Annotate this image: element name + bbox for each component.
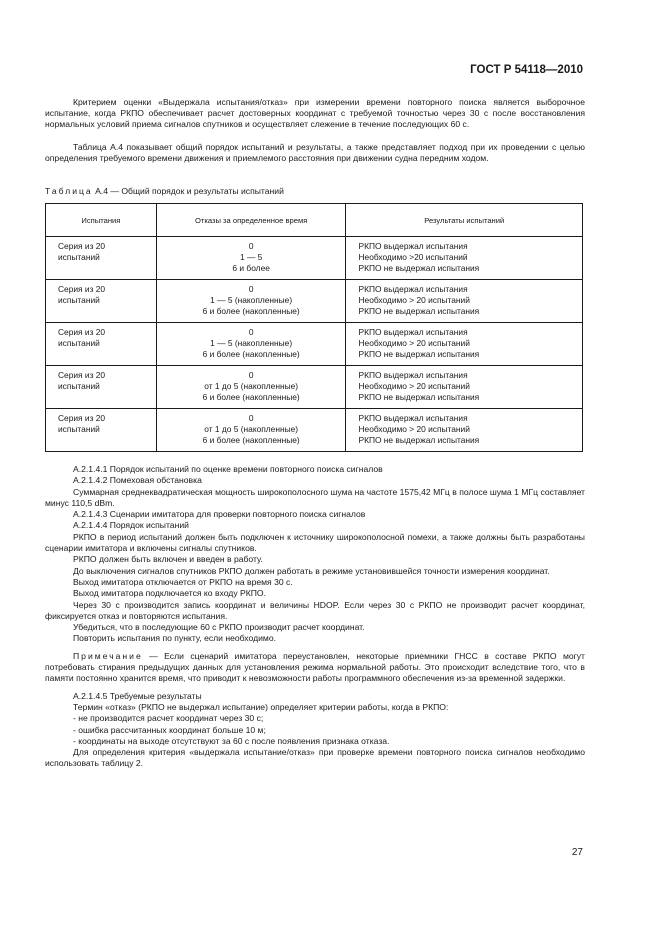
cell-line: Необходимо > 20 испытаний (358, 424, 470, 434)
cell-line: РКПО не выдержал испытания (358, 263, 480, 273)
cell-line: РКПО выдержал испытания (358, 413, 468, 423)
table-cell-results (346, 280, 583, 323)
cell-line: испытаний (58, 252, 100, 262)
cell-line: 0 (248, 370, 254, 380)
cell-line: Необходимо > 20 испытаний (358, 381, 470, 391)
paragraph: Выход имитатора подключается ко входу РКПО. (73, 588, 266, 599)
cell-line: Необходимо > 20 испытаний (358, 295, 470, 305)
table-cell-test (46, 409, 157, 452)
cell-line: 1 — 5 (накопленные) (210, 338, 293, 348)
paragraph: РКПО в период испытаний должен быть подключен к источнику широкополосной помехи, а также должны быть разработаны сценарии имитатора и включены сигналы спутников. (45, 531, 585, 554)
table-cell-results (346, 409, 583, 452)
section-title: А.2.1.4.3 Сценарии имитатора для проверки повторного поиска сигналов (73, 509, 366, 520)
col-header-tests: Испытания (46, 204, 157, 237)
cell-line: 6 и более (накопленные) (202, 306, 300, 316)
cell-line: Серия из 20 (58, 370, 106, 380)
table-caption (45, 186, 284, 196)
section-title: А.2.1.4.4 Порядок испытаний (73, 520, 189, 531)
table-cell-test (46, 366, 157, 409)
paragraph: Через 30 с производится запись координат и величины HDOP. Если через 30 с РКПО не производит расчет координат, фиксируется отказ и повторяются испытания. (45, 599, 585, 621)
table-row (46, 237, 583, 280)
table-row (46, 366, 583, 409)
cell-line: 1 — 5 (239, 252, 263, 262)
note (45, 651, 585, 685)
section-title: А.2.1.4.2 Помеховая обстановка (73, 475, 202, 486)
cell-line: Необходимо >20 испытаний (358, 252, 468, 262)
table-row (46, 409, 583, 452)
list-item: - не производится расчет координат через 30 с; (73, 713, 264, 724)
cell-line: 0 (248, 327, 254, 337)
table-cell-results (346, 237, 583, 280)
cell-line: Необходимо > 20 испытаний (358, 338, 470, 348)
paragraph: Для определения критерия «выдержала испытание/отказ» при проверке времени повторного поиска сигналов необходимо использовать таблицу 2. (45, 747, 585, 769)
list-item: - ошибка рассчитанных координат больше 10 м; (73, 724, 266, 735)
col-header-results: Результаты испытаний (346, 204, 583, 237)
table-cell-fails (156, 409, 346, 452)
cell-line: от 1 до 5 (накопленные) (204, 424, 299, 434)
cell-line: 1 — 5 (накопленные) (210, 295, 293, 305)
cell-line: РКПО не выдержал испытания (358, 349, 480, 359)
table-header-row (46, 204, 583, 237)
table-caption-label: Таблица (45, 186, 93, 196)
cell-line: РКПО выдержал испытания (358, 241, 468, 251)
cell-line: Серия из 20 (58, 241, 106, 251)
cell-line: Серия из 20 (58, 284, 106, 294)
page-number: 27 (571, 847, 583, 858)
section-title: А.2.1.4.5 Требуемые результаты (73, 690, 202, 701)
procedure-text (45, 464, 585, 770)
cell-line: испытаний (58, 295, 100, 305)
cell-line: испытаний (58, 338, 100, 348)
paragraph: Убедиться, что в последующие 60 с РКПО производит расчет координат. (73, 622, 365, 633)
cell-line: Серия из 20 (58, 327, 106, 337)
cell-line: РКПО выдержал испытания (358, 327, 468, 337)
cell-line: 0 (248, 284, 254, 294)
results-table (45, 203, 583, 452)
cell-line: 0 (248, 413, 254, 423)
cell-line: Серия из 20 (58, 413, 106, 423)
table-cell-fails (156, 323, 346, 366)
table-cell-test (46, 237, 157, 280)
paragraph: Термин «отказ» (РКПО не выдержал испытание) определяет критерии работы, когда в РКПО: (73, 701, 449, 712)
paragraph: Повторить испытания по пункту, если необходимо. (73, 633, 276, 644)
cell-line: РКПО не выдержал испытания (358, 306, 480, 316)
section-title: А.2.1.4.1 Порядок испытаний по оценке времени повторного поиска сигналов (73, 464, 383, 474)
cell-line: 6 и более (накопленные) (202, 435, 300, 445)
document-header: ГОСТ Р 54118—2010 (470, 64, 583, 76)
cell-line: 6 и более (накопленные) (202, 392, 300, 402)
cell-line: РКПО не выдержал испытания (358, 392, 480, 402)
cell-line: испытаний (58, 381, 100, 391)
paragraph: Выход имитатора отключается от РКПО на время 30 с. (73, 576, 293, 587)
paragraph: РКПО должен быть включен и введен в работу. (73, 554, 263, 565)
cell-line: испытаний (58, 424, 100, 434)
cell-line: РКПО не выдержал испытания (358, 435, 480, 445)
table-caption-text: А.4 — Общий порядок и результаты испытаний (92, 186, 284, 196)
cell-line: РКПО выдержал испытания (358, 284, 468, 294)
cell-line: 6 и более (232, 263, 270, 273)
cell-line: от 1 до 5 (накопленные) (204, 381, 299, 391)
table-cell-fails (156, 237, 346, 280)
table-row (46, 280, 583, 323)
cell-line: 0 (248, 241, 254, 251)
table-cell-results (346, 366, 583, 409)
paragraph: До выключения сигналов спутников РКПО должен работать в режиме установившейся точности измерения координат. (73, 565, 550, 576)
col-header-failures: Отказы за определенное время (156, 204, 346, 237)
table-cell-results (346, 323, 583, 366)
note-text: — Если сценарий имитатора переустановлен, некоторые приемники ГНСС в составе РКПО могут потребовать стирания предыдущих данных для установления режима нормальной работы. Это происходит вследствие того, что в памяти постоянно хранится время, что приводит к невозможности работы программного обеспечения из-за временной задержки. (45, 650, 585, 684)
paragraph-criteria: Критерием оценки «Выдержала испытания/отказ» при измерении времени повторного поиска является выборочное испытание, когда РКПО обеспечивает расчет достоверных координат с требуемой точностью через 30 с после восстановления нормальных условий приема сигналов спутников и осуществляет слежение в течение последующих 60 с. (45, 97, 585, 130)
table-cell-test (46, 280, 157, 323)
list-item: - координаты на выходе отсутствуют за 60 с после появления признака отказа. (73, 735, 390, 746)
cell-line: РКПО выдержал испытания (358, 370, 468, 380)
table-row (46, 323, 583, 366)
paragraph: Суммарная среднеквадратическая мощность широкополосного шума на частоте 1575,42 МГц в полосе шума 1 МГц составляет минус 110,5 dBm. (45, 486, 585, 508)
note-label: Примечание (73, 650, 143, 661)
table-cell-test (46, 323, 157, 366)
cell-line: 6 и более (накопленные) (202, 349, 300, 359)
paragraph-table-intro: Таблица А.4 показывает общий порядок испытаний и результаты, а также представляет подход при их проведении с целью определения требуемого времени движения и приемлемого расстояния при движении судна передним ходом. (45, 142, 585, 164)
table-cell-fails (156, 366, 346, 409)
table-cell-fails (156, 280, 346, 323)
